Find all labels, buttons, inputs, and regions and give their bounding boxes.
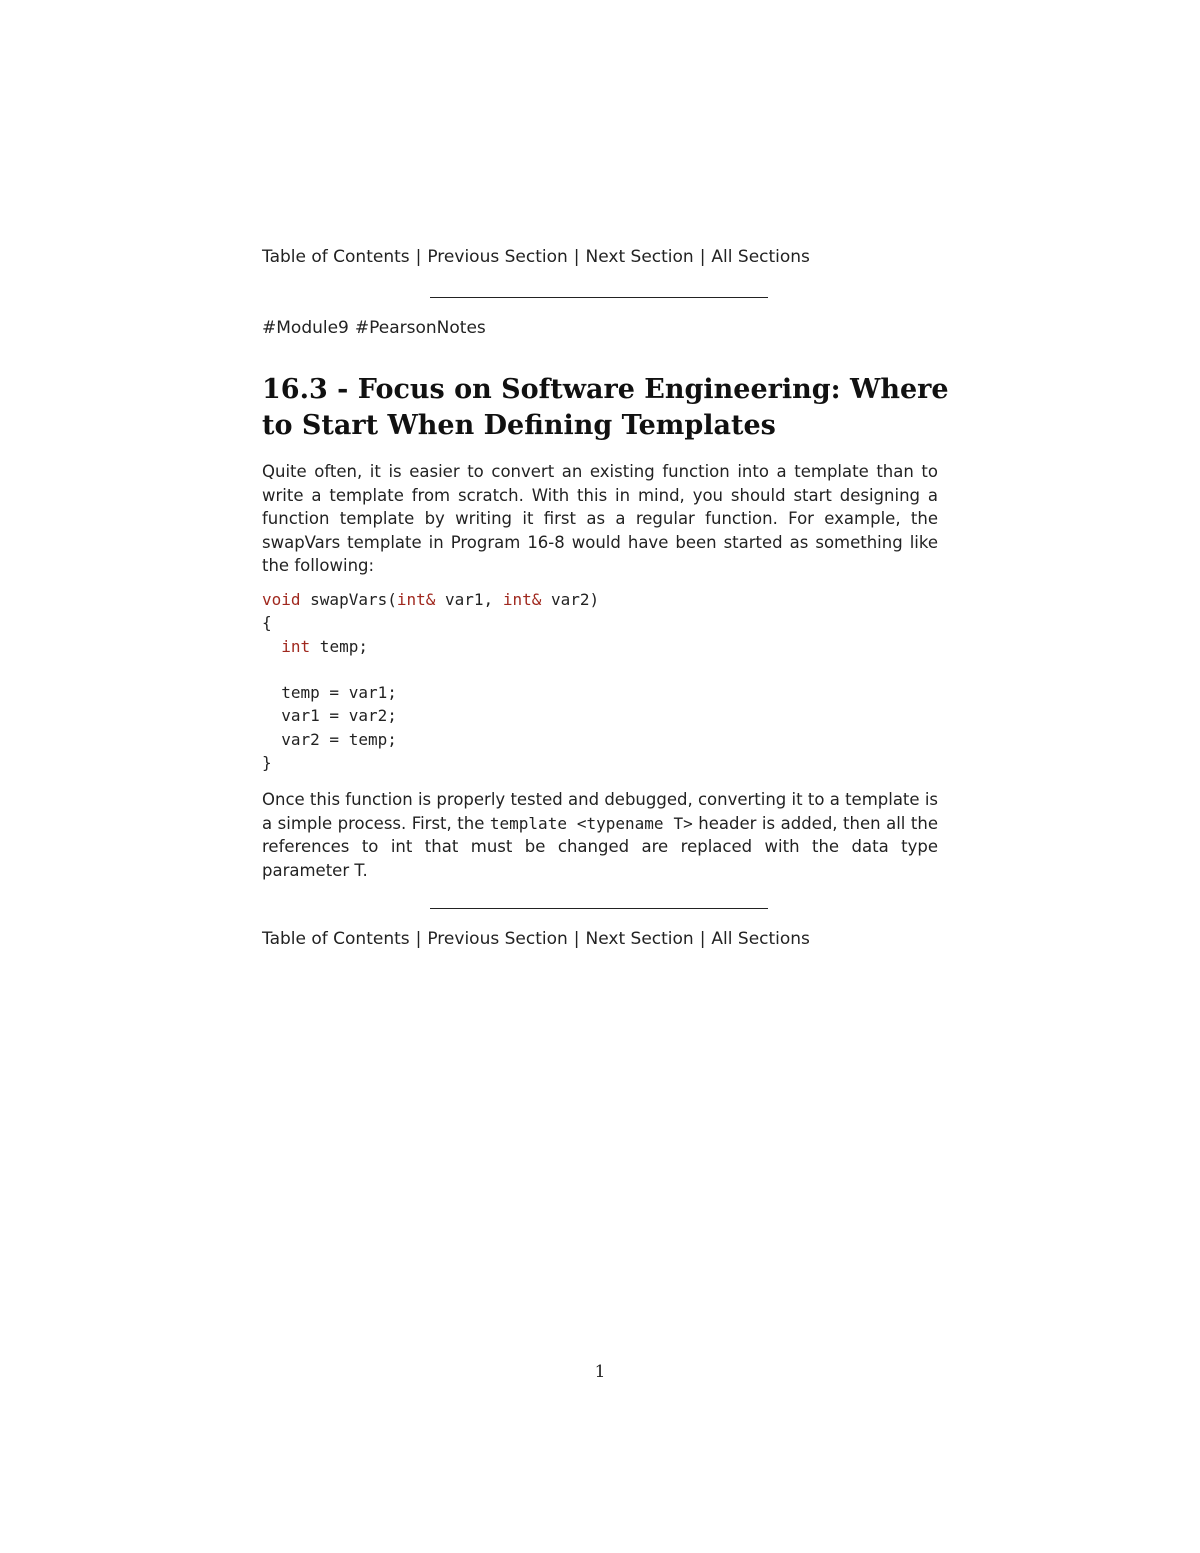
- code-line-3: [262, 637, 368, 656]
- nav-separator: |: [573, 929, 580, 949]
- code-text: var2): [541, 590, 600, 609]
- nav-previous-section-link[interactable]: Previous Section: [427, 929, 568, 949]
- code-keyword: int&: [502, 590, 542, 609]
- section-title: 16.3 - Focus on Software Engineering: Where to Start When Defining Templates: [262, 374, 949, 441]
- code-line-6: var1 = var2;: [262, 706, 397, 726]
- intro-paragraph: Quite often, it is easier to convert an existing function into a template than to write a template from scratch. With this in mind, you should start designing a function template by writing it first as a regular function. For example, the swapVars template in Program 16-8 would have been started as something like the following:: [262, 462, 938, 575]
- code-line-5: temp = var1;: [262, 683, 397, 703]
- code-line-7: var2 = temp;: [262, 729, 397, 749]
- nav-next-section-link[interactable]: Next Section: [585, 247, 694, 267]
- top-divider: [430, 297, 768, 298]
- code-line-1: [262, 590, 599, 609]
- code-text: temp;: [310, 636, 368, 656]
- nav-all-sections-link[interactable]: All Sections: [711, 247, 810, 267]
- bottom-divider: [430, 908, 768, 909]
- nav-separator: |: [573, 247, 580, 267]
- nav-table-of-contents-link[interactable]: Table of Contents: [262, 929, 410, 949]
- nav-separator: |: [699, 929, 706, 949]
- paragraph-text: header is added, then all the references to int that must be changed are replaced with the data type parameter T.: [262, 813, 938, 880]
- inline-code: template <typename T>: [489, 813, 693, 833]
- bottom-navigation: [262, 929, 810, 949]
- nav-separator: |: [415, 929, 422, 949]
- nav-table-of-contents-link[interactable]: Table of Contents: [262, 247, 410, 267]
- code-text: var1,: [435, 590, 503, 609]
- code-indent: [262, 637, 281, 656]
- tag-pearson-notes[interactable]: #PearsonNotes: [354, 318, 486, 338]
- paragraph-text: Once this function is properly tested and debugged, converting it to a template is a simple process. First, the: [262, 790, 938, 833]
- conversion-paragraph: [262, 788, 938, 882]
- tag-module9[interactable]: #Module9: [262, 318, 349, 338]
- code-block: [262, 588, 599, 774]
- nav-next-section-link[interactable]: Next Section: [585, 929, 694, 949]
- code-line-8: }: [262, 753, 272, 773]
- code-keyword: int&: [396, 590, 436, 609]
- code-line-2: {: [262, 613, 272, 633]
- nav-all-sections-link[interactable]: All Sections: [711, 929, 810, 949]
- code-keyword: void: [262, 590, 301, 609]
- code-keyword: int: [281, 636, 311, 656]
- nav-previous-section-link[interactable]: Previous Section: [427, 247, 568, 267]
- page-number: 1: [594, 1362, 606, 1382]
- tags-line: [262, 318, 486, 338]
- nav-separator: |: [415, 247, 422, 267]
- nav-separator: |: [699, 247, 706, 267]
- top-navigation: [262, 247, 810, 267]
- code-text: swapVars(: [300, 590, 397, 609]
